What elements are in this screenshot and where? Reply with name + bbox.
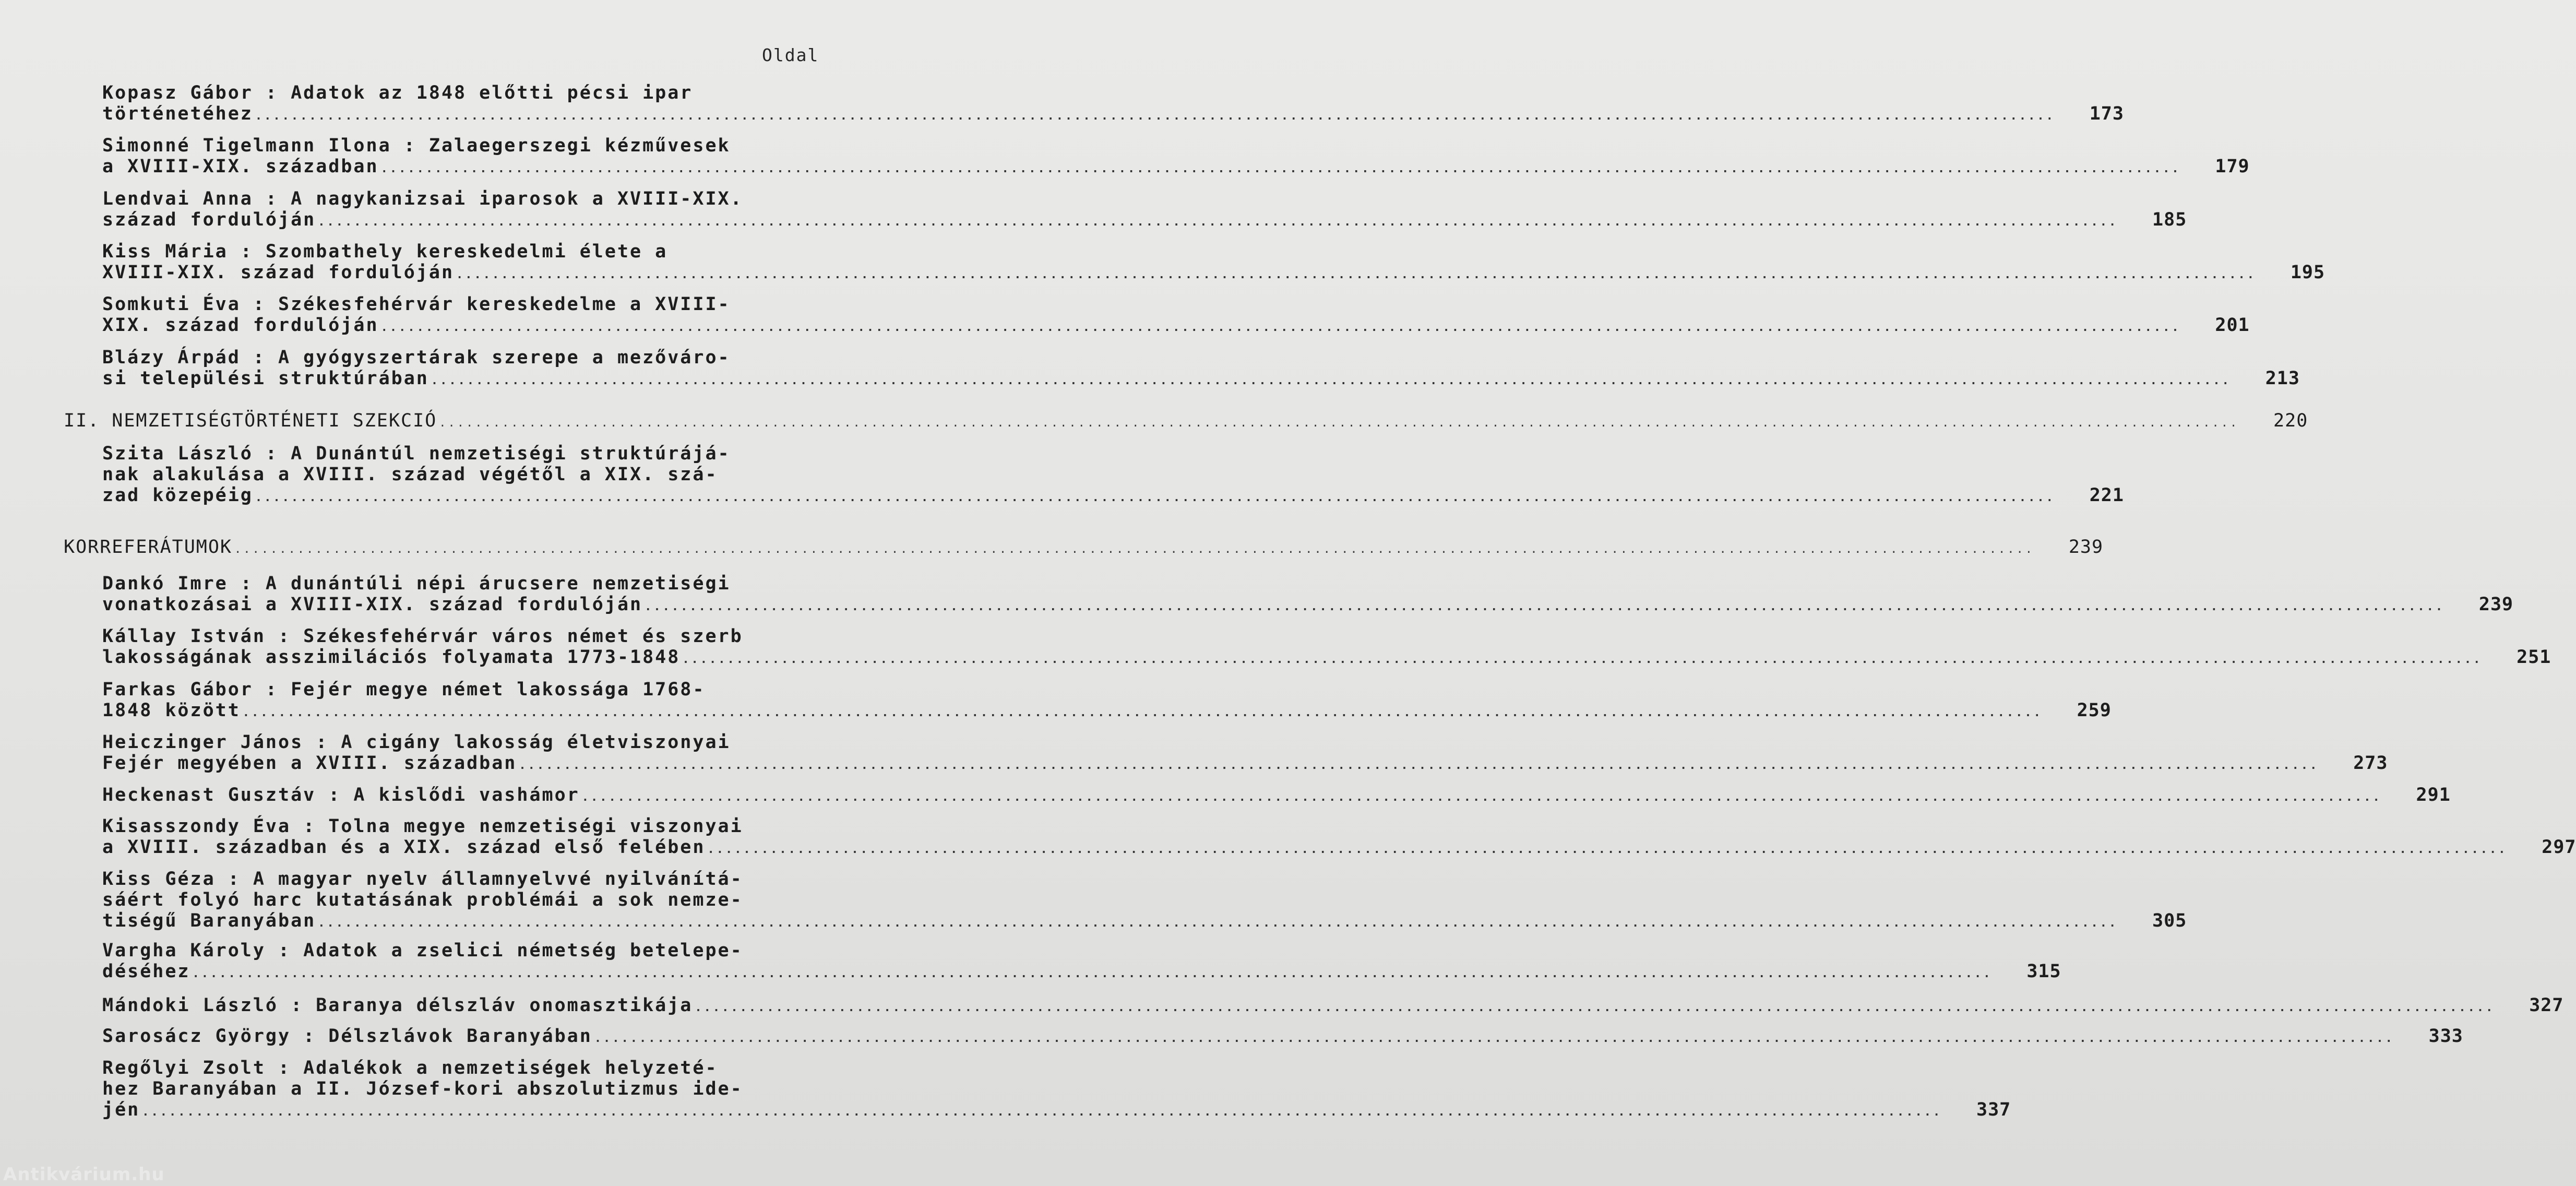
page-number: 327 [2529, 995, 2564, 1016]
page-number: 315 [2026, 961, 2061, 982]
toc-entry-line: Szita László : A Dunántúl nemzetiségi struktúrájá- [102, 443, 731, 464]
dot-leader: ........................................................................................................................................................................................................ [142, 1106, 1942, 1119]
toc-entry-last-line [102, 910, 2187, 934]
dot-leader: ........................................................................................................................................................................................................ [707, 843, 2508, 856]
toc-entry [102, 626, 2551, 670]
dot-leader: ........................................................................................................................................................................................................ [192, 967, 1993, 980]
page-number: 201 [2215, 315, 2250, 336]
toc-entry-line: Kiss Géza : A magyar nyelv államnyelvvé nyilvánítá- [102, 869, 743, 890]
toc-entry-line: Simonné Tigelmann Ilona : Zalaegerszegi kézművesek [102, 135, 731, 156]
toc-entry-last-line [102, 837, 2576, 860]
page-number: 185 [2152, 209, 2187, 230]
toc-entry-last-line [102, 209, 2187, 233]
toc-entry-last-line [64, 537, 2104, 560]
toc-entry-title-end: jén [102, 1099, 140, 1120]
toc-entry-title-end: század fordulóján [102, 209, 316, 230]
page-number: 333 [2428, 1026, 2463, 1047]
page-number: 291 [2416, 785, 2451, 805]
toc-entry [102, 732, 2388, 776]
toc-entry-title-end: a XVIII-XIX. században [102, 156, 379, 177]
toc-entry-line: Lendvai Anna : A nagykanizsai iparosok a XVIII-XIX. [102, 188, 743, 209]
toc-entry [102, 1058, 2011, 1123]
dot-leader: ........................................................................................................................................................................................................ [594, 1032, 2394, 1045]
toc-entry [102, 294, 2250, 338]
toc-entry [102, 82, 2124, 127]
toc-entry [102, 785, 2451, 808]
dot-leader: ........................................................................................................................................................................................................ [581, 791, 2382, 804]
toc-entry-line: Vargha Károly : Adatok a zselici németség betelepe- [102, 940, 743, 961]
toc-entry-title-end: Sarosácz György : Délszlávok Baranyában [102, 1026, 592, 1047]
dot-leader: ........................................................................................................................................................................................................ [255, 491, 2055, 504]
toc-entry-last-line [64, 410, 2308, 434]
toc-entry-title-end: 1848 között [102, 700, 241, 721]
toc-section-heading [64, 410, 2308, 434]
toc-entry-last-line [102, 647, 2551, 670]
page-number: 305 [2152, 910, 2187, 931]
toc-entry-last-line [102, 1026, 2463, 1049]
toc-entry-line: Kiss Mária : Szombathely kereskedelmi élete a [102, 241, 668, 262]
toc-entry-last-line [102, 785, 2451, 808]
page-number: 239 [2478, 594, 2514, 615]
toc-entry-line: Kállay István : Székesfehérvár város német és szerb [102, 626, 743, 647]
toc-entry [102, 347, 2300, 392]
toc-entry-title-end: XIX. század fordulóján [102, 315, 379, 336]
dot-leader: ........................................................................................................................................................................................................ [645, 600, 2445, 613]
dot-leader: ........................................................................................................................................................................................................ [519, 759, 2319, 772]
toc-entry-last-line [102, 961, 2061, 985]
toc-entry-last-line [102, 103, 2124, 127]
toc-entry [102, 940, 2061, 985]
toc-entry-title-end: KORREFERÁTUMOK [64, 537, 233, 558]
toc-entry-line: hez Baranyában a II. József-kori abszolutizmus ide- [102, 1078, 743, 1099]
toc-entry-last-line [102, 262, 2325, 286]
toc-entry-title-end: lakosságának asszimilációs folyamata 1773-1848 [102, 647, 681, 668]
toc-entry [102, 816, 2576, 860]
toc-entry [102, 679, 2112, 724]
toc-entry [102, 573, 2514, 618]
dot-leader: ........................................................................................................................................................................................................ [380, 321, 2181, 334]
toc-entry-title-end: déséhez [102, 961, 190, 982]
toc-entry-line: Heiczinger János : A cigány lakosság életviszonyai [102, 732, 731, 753]
page-number: 179 [2215, 156, 2250, 177]
toc-entry-line: Blázy Árpád : A gyógyszertárak szerepe a mezőváro- [102, 347, 731, 368]
toc-entry-last-line [102, 315, 2250, 338]
page-number: 173 [2089, 103, 2124, 124]
toc-entry-line: Farkas Gábor : Fejér megye német lakossága 1768- [102, 679, 706, 700]
dot-leader: ........................................................................................................................................................................................................ [380, 162, 2181, 175]
toc-entry-line: Dankó Imre : A dunántúli népi árucsere nemzetiségi [102, 573, 731, 594]
page-number: 213 [2265, 368, 2300, 389]
page-number: 259 [2077, 700, 2112, 721]
dot-leader: ........................................................................................................................................................................................................ [456, 268, 2257, 281]
dot-leader: ........................................................................................................................................................................................................ [318, 917, 2118, 930]
toc-entry-title-end: zad közepéig [102, 485, 253, 506]
dot-leader: ........................................................................................................................................................................................................ [431, 374, 2231, 387]
toc-entry-last-line [102, 368, 2300, 392]
dot-leader: ........................................................................................................................................................................................................ [439, 417, 2239, 430]
page-number: 239 [2068, 537, 2104, 558]
dot-leader: ........................................................................................................................................................................................................ [318, 216, 2118, 229]
toc-entry-last-line [102, 995, 2564, 1018]
page-number: 220 [2273, 410, 2308, 431]
dot-leader: ........................................................................................................................................................................................................ [695, 1001, 2495, 1014]
toc-entry-line: Kopasz Gábor : Adatok az 1848 előtti pécsi ipar [102, 82, 693, 103]
page-number: 221 [2089, 485, 2124, 506]
toc-entry [102, 869, 2187, 934]
toc-section-heading [64, 537, 2104, 560]
toc-entry [102, 443, 2124, 508]
toc-entry [102, 241, 2325, 286]
toc-entry-line: sáért folyó harc kutatásának problémái a sok nemze- [102, 890, 743, 910]
toc-entry [102, 1026, 2463, 1049]
toc-entry-title-end: si települési struktúrában [102, 368, 429, 389]
toc-entry-last-line [102, 700, 2112, 724]
dot-leader: ........................................................................................................................................................................................................ [255, 110, 2055, 123]
dot-leader: ........................................................................................................................................................................................................ [682, 653, 2483, 666]
toc-entry-title-end: Mándoki László : Baranya délszláv onomasztikája [102, 995, 693, 1016]
toc-entry-title-end: XVIII-XIX. század fordulóján [102, 262, 455, 283]
dot-leader: ........................................................................................................................................................................................................ [234, 543, 2035, 556]
toc-entry-title-end: Fejér megyében a XVIII. században [102, 753, 517, 774]
toc-entry-last-line [102, 156, 2250, 180]
page-number: 337 [1976, 1099, 2011, 1120]
page-number: 195 [2290, 262, 2325, 283]
toc-entry-last-line [102, 594, 2514, 618]
toc-entry-line: Somkuti Éva : Székesfehérvár kereskedelme a XVIII- [102, 294, 731, 315]
watermark-text: Antikvárium.hu [3, 1164, 165, 1185]
toc-entry-title-end: a XVIII. században és a XIX. század első felében [102, 837, 706, 858]
toc-entry [102, 188, 2187, 233]
dot-leader: ........................................................................................................................................................................................................ [242, 706, 2043, 719]
toc-entry [102, 135, 2250, 180]
toc-entry-title-end: tiségű Baranyában [102, 910, 316, 931]
page-number: 273 [2353, 753, 2388, 774]
toc-entry-title-end: vonatkozásai a XVIII-XIX. század fordulóján [102, 594, 643, 615]
toc-entry-last-line [102, 753, 2388, 776]
toc-entry-title-end: II. NEMZETISÉGTÖRTÉNETI SZEKCIÓ [64, 410, 437, 431]
page-column-label: Oldal [762, 45, 819, 65]
toc-entry-title-end: történetéhez [102, 103, 253, 124]
page-number: 251 [2517, 647, 2551, 668]
toc-entry-line: Kisasszondy Éva : Tolna megye nemzetiségi viszonyai [102, 816, 743, 837]
toc-entry-line: Regőlyi Zsolt : Adalékok a nemzetiségek helyzeté- [102, 1058, 718, 1078]
page-number: 297 [2542, 837, 2576, 858]
toc-entry-last-line [102, 485, 2124, 508]
toc-entry-last-line [102, 1099, 2011, 1123]
toc-entry [102, 995, 2564, 1018]
toc-entry-title-end: Heckenast Gusztáv : A kislődi vashámor [102, 785, 580, 805]
toc-entry-line: nak alakulása a XVIII. század végétől a XIX. szá- [102, 464, 718, 485]
